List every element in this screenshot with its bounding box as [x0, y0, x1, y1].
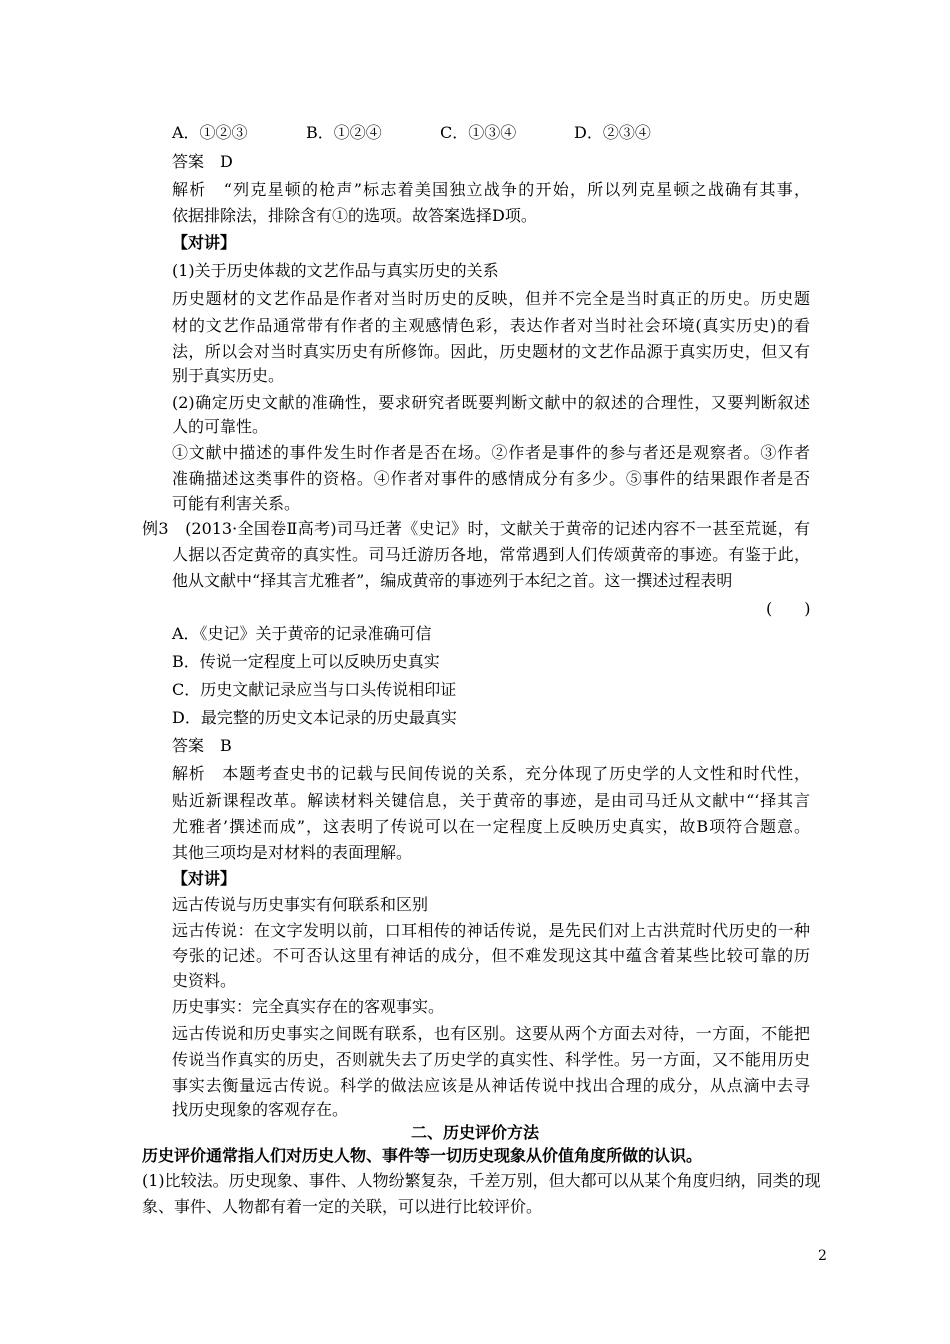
q2-answer: 答案 D	[172, 152, 233, 171]
q2-options	[172, 121, 651, 147]
section-intro: 历史评价通常指人们对历史人物、事件等一切历史现象从价值角度所做的认识。	[142, 1146, 703, 1165]
q3-analysis-line: 尤雅者’撰述而成”，这表明了传说可以在一定程度上反映历史真实，故B项符合题意。	[172, 817, 810, 836]
q3-analysis-line: 解析 本题考查史书的记载与民间传说的关系，充分体现了历史学的人文性和时代性，	[172, 764, 810, 783]
dj1-line: 历史题材的文艺作品是作者对当时历史的反映，但并不完全是当时真正的历史。历史题	[172, 289, 810, 308]
answer-paren: ( )	[766, 599, 811, 618]
dj2-line: 史资料。	[172, 971, 237, 990]
duijiang-label: 【对讲】	[172, 233, 237, 252]
dj2-line: 远古传说和历史事实之间既有联系，也有区别。这要从两个方面去对待，一方面，不能把	[172, 1024, 810, 1043]
dj1-line: 法，所以会对当时真实历史有所修饰。因此，历史题材的文艺作品源于真实历史，但又有	[172, 342, 810, 361]
q3-analysis-line: 贴近新课程改革。解读材料关键信息，关于黄帝的事迹，是由司马迁从文献中“‘择其言	[172, 791, 810, 810]
option-a: A．①②③	[172, 123, 248, 142]
dj2-line: 历史事实：完全真实存在的客观事实。	[172, 997, 445, 1016]
dj2-line: 夸张的记述。不可否认这里有神话的成分，但不难发现这其中蕴含着某些比较可靠的历	[172, 946, 810, 965]
q3-option-c: C．历史文献记录应当与口头传说相印证	[172, 680, 457, 699]
dj2-line: 传说当作真实的历史，否则就失去了历史学的真实性、科学性。另一方面，又不能用历史	[172, 1050, 810, 1069]
q3-option-a: A．《史记》关于黄帝的记录准确可信	[172, 624, 432, 643]
q3-analysis-line: 其他三项均是对材料的表面理解。	[172, 843, 413, 862]
duijiang-label-2: 【对讲】	[172, 869, 237, 888]
example-3-line: 例3 (2013·全国卷Ⅱ高考)司马迁著《史记》时，文献关于黄帝的记述内容不一甚至荒诞，有	[142, 519, 810, 538]
dj1-line: 可能有利害关系。	[172, 494, 301, 513]
dj2-line: 远古传说：在文字发明以前，口耳相传的神话传说，是先民们对上古洪荒时代历史的一种	[172, 921, 810, 940]
dj2-line: 事实去衡量远古传说。科学的做法应该是从神话传说中找出合理的成分，从点滴中去寻	[172, 1076, 810, 1095]
option-d: D．②③④	[574, 123, 651, 142]
option-b: B．①②④	[306, 123, 382, 142]
q3-answer: 答案 B	[172, 736, 232, 755]
q2-analysis-line: 解析 “列克星顿的枪声”标志着美国独立战争的开始，所以列克星顿之战确有其事，	[172, 180, 810, 199]
dj1-line: ①文献中描述的事件发生时作者是否在场。②作者是事件的参与者还是观察者。③作者	[172, 443, 810, 462]
dj1-line: 人的可靠性。	[172, 417, 269, 436]
dj1-line: (1)关于历史体裁的文艺作品与真实历史的关系	[172, 261, 499, 280]
q3-option-b: B．传说一定程度上可以反映历史真实	[172, 652, 440, 671]
q3-option-d: D．最完整的历史文本记录的历史最真实	[172, 708, 457, 727]
compare-line: 象、事件、人物都有着一定的关联，可以进行比较评价。	[142, 1197, 543, 1216]
q2-analysis-line: 依据排除法，排除含有①的选项。故答案选择D项。	[172, 206, 537, 225]
example-3-line: 他从文献中“择其言尤雅者”，编成黄帝的事迹列于本纪之首。这一撰述过程表明	[172, 571, 733, 590]
dj2-line: 找历史现象的客观存在。	[172, 1100, 349, 1119]
compare-line: (1)比较法。历史现象、事件、人物纷繁复杂，千差万别，但大都可以从某个角度归纳，同类的现	[142, 1171, 821, 1190]
example-3-line: 人据以否定黄帝的真实性。司马迁游历各地，常常遇到人们传颂黄帝的事迹。有鉴于此，	[172, 545, 810, 564]
dj1-line: (2)确定历史文献的准确性，要求研究者既要判断文献中的叙述的合理性，又要判断叙述	[172, 393, 810, 412]
dj1-line: 材的文艺作品通常带有作者的主观感情色彩，表达作者对当时社会环境(真实历史)的看	[172, 316, 810, 335]
option-c: C．①③④	[440, 123, 517, 142]
section-title: 二、历史评价方法	[410, 1123, 539, 1142]
dj2-line: 远古传说与历史事实有何联系和区别	[172, 895, 429, 914]
page-number: 2	[818, 1248, 827, 1264]
dj1-line: 别于真实历史。	[172, 366, 285, 385]
dj1-line: 准确描述这类事件的资格。④作者对事件的感情成分有多少。⑤事件的结果跟作者是否	[172, 469, 810, 488]
